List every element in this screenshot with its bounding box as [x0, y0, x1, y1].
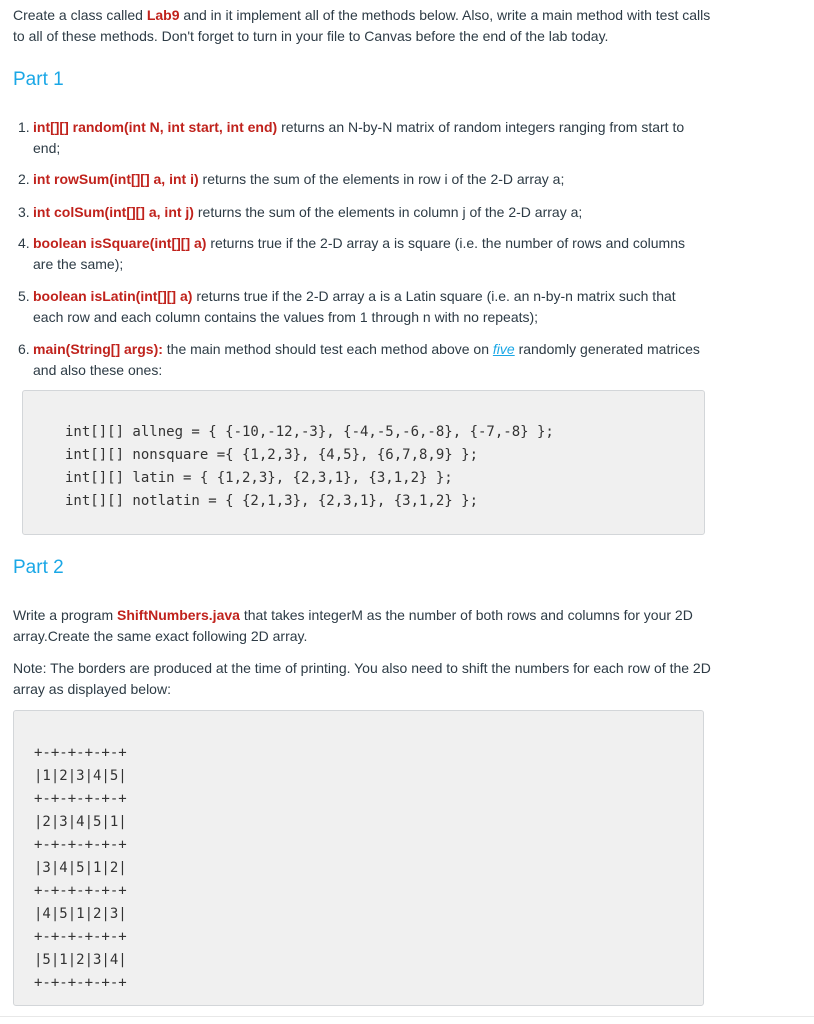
method-signature: boolean isLatin(int[][] a): [33, 288, 193, 304]
part1-heading: Part 1: [13, 69, 64, 90]
item-number: 6.: [18, 341, 30, 357]
part2-heading: Part 2: [13, 557, 64, 578]
method-item-random: [18, 117, 703, 159]
method-description: returns the sum of the elements in row i of the 2-D array a;: [198, 171, 565, 187]
code-block-part2: [13, 710, 704, 1006]
intro-paragraph: [13, 5, 713, 47]
program-filename: ShiftNumbers.java: [117, 607, 240, 623]
part2-paragraph-2: Note: The borders are produced at the time of printing. You also need to shift the numbers for each row of the 2D array as displayed below:: [13, 660, 711, 697]
method-description: returns true if the 2-D array a is a Latin square (i.e. an n-by-n matrix such that each row and each column contains the values from 1 through n with no repeats);: [33, 288, 676, 325]
five-link[interactable]: five: [492, 341, 515, 357]
method-item-issquare: [18, 233, 703, 275]
intro-text-pre: Create a class called: [13, 7, 147, 23]
method-item-colsum: [18, 202, 703, 223]
code-text-part2: +-+-+-+-+-+ |1|2|3|4|5| +-+-+-+-+-+ |2|3|4|5|1| +-+-+-+-+-+ |3|4|5|1|2| +-+-+-+-+-+ |4|5|1|2|3| +-+-+-+-+-+ |5|1|2|3|4| +-+-+-+-+-+: [34, 745, 127, 991]
item-number: 3.: [18, 204, 30, 220]
method-signature: main(String[] args):: [33, 341, 163, 357]
item-number: 5.: [18, 288, 30, 304]
class-name: Lab9: [146, 7, 180, 23]
method-description: returns the sum of the elements in column j of the 2-D array a;: [193, 204, 583, 220]
method-description: returns an N-by-N matrix of random integers ranging from start to end;: [33, 119, 685, 156]
method-signature: int[][] random(int N, int start, int end): [33, 119, 278, 135]
part2-text-pre: Write a program: [13, 607, 117, 623]
method-description: returns true if the 2-D array a is square (i.e. the number of rows and columns are the same);: [33, 235, 685, 272]
item-number: 2.: [18, 171, 30, 187]
part2-paragraph-1: [13, 605, 713, 647]
method-signature: boolean isSquare(int[][] a): [33, 235, 207, 251]
code-text-part1: int[][] allneg = { {-10,-12,-3}, {-4,-5,-6,-8}, {-7,-8} }; int[][] nonsquare ={ {1,2,3}, {4,5}, {6,7,8,9} }; int[][] latin = { {1,2,3}, {2,3,1}, {3,1,2} }; int[][] notlatin = { {2,1,3}, {2,3,1}, {3,1,2} };: [65, 424, 554, 509]
method-item-rowsum: [18, 169, 703, 190]
item-number: 4.: [18, 235, 30, 251]
part2-text-post: that takes integerM as the number of both rows and columns for your 2D array.Create the same exact following 2D array.: [13, 607, 693, 644]
intro-text-post: and in it implement all of the methods below. Also, write a main method with test calls to all of these methods. Don't forget to turn in your file to Canvas before the end of the lab today.: [13, 7, 711, 44]
code-block-part1: [22, 390, 705, 535]
method-item-islatin: [18, 286, 703, 328]
bottom-divider: [0, 1016, 814, 1017]
method-signature: int rowSum(int[][] a, int i): [33, 171, 199, 187]
method-item-main: [18, 339, 703, 381]
item-number: 1.: [18, 119, 30, 135]
method-description-pre: the main method should test each method above on: [162, 341, 493, 357]
method-signature: int colSum(int[][] a, int j): [33, 204, 194, 220]
method-description-post: randomly generated matrices and also these ones:: [33, 341, 700, 378]
